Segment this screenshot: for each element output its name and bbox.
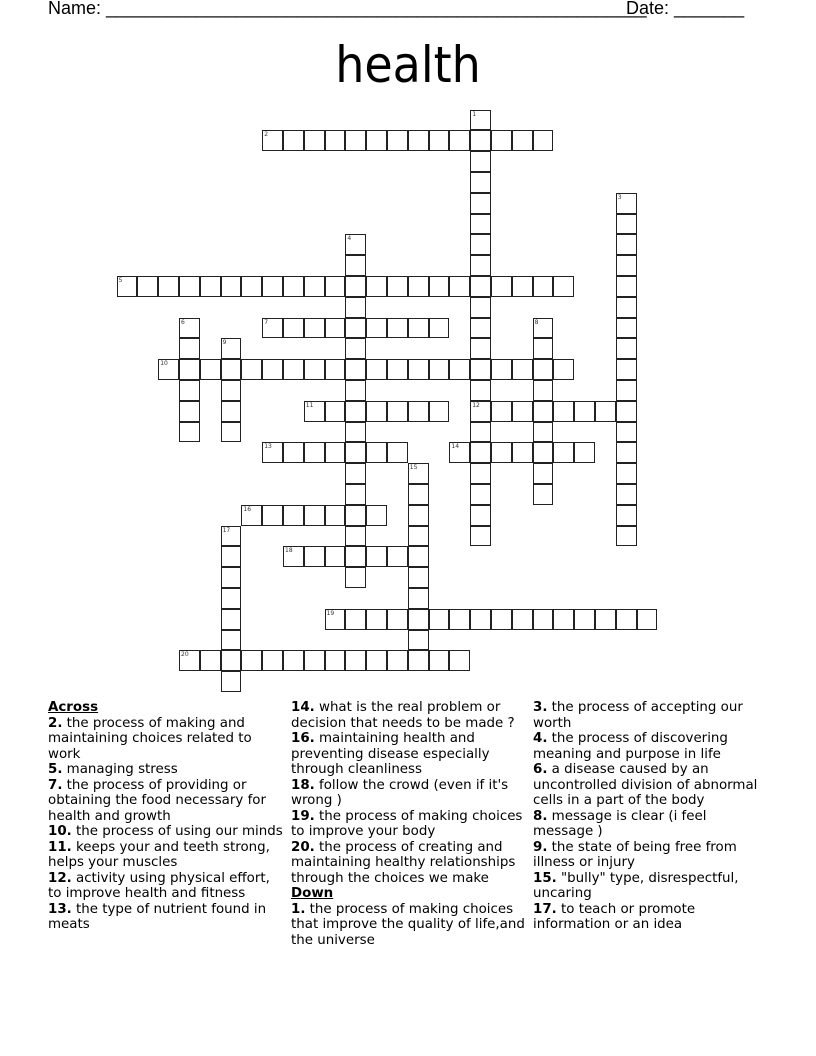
grid-cell[interactable] [449, 609, 470, 630]
grid-cell[interactable] [553, 609, 574, 630]
clue-across-2 [48, 716, 283, 763]
grid-cell[interactable] [345, 276, 366, 297]
down-heading: Down [291, 886, 334, 901]
grid-cell[interactable] [241, 276, 262, 297]
grid-cell[interactable] [491, 130, 512, 151]
grid-cell[interactable] [470, 255, 491, 276]
grid-cell[interactable] [325, 401, 346, 422]
clue-number-label: 3 [617, 193, 622, 201]
grid-cell[interactable] [491, 442, 512, 463]
clue-across-7 [48, 778, 283, 825]
clue-text: what is the real problem or decision that needs to be made ? [291, 700, 515, 731]
clue-text: the process of making and maintaining choices related to work [48, 715, 252, 762]
clue-number-label: 15 [409, 464, 418, 472]
grid-cell[interactable] [325, 442, 346, 463]
grid-cell[interactable] [262, 130, 283, 151]
clue-number-label: 11 [305, 401, 314, 409]
grid-cell[interactable] [325, 318, 346, 339]
grid-cell[interactable] [179, 422, 200, 443]
grid-cell[interactable] [512, 130, 533, 151]
grid-cell[interactable] [179, 401, 200, 422]
grid-cell[interactable] [283, 650, 304, 671]
clue-text: the process of creating and maintaining healthy relationships through the choices we make [291, 839, 516, 886]
grid-cell[interactable] [325, 609, 346, 630]
grid-cell[interactable] [221, 338, 242, 359]
grid-cell[interactable] [470, 526, 491, 547]
clue-text: the type of nutrient found in meats [48, 901, 267, 932]
grid-cell[interactable] [221, 630, 242, 651]
grid-cell[interactable] [408, 276, 429, 297]
grid-cell[interactable] [429, 276, 450, 297]
clue-number-label: 5 [118, 277, 123, 284]
grid-cell[interactable] [470, 193, 491, 214]
clue-across-19 [291, 809, 531, 840]
grid-cell[interactable] [262, 276, 283, 297]
grid-cell[interactable] [221, 422, 242, 443]
grid-cell[interactable] [616, 193, 637, 214]
clue-number-label: 6 [181, 318, 185, 326]
grid-cell[interactable] [366, 505, 387, 526]
grid-cell[interactable] [387, 650, 408, 671]
grid-cell[interactable] [366, 130, 387, 151]
grid-cell[interactable] [616, 297, 637, 318]
clue-number-label: 14 [451, 443, 460, 451]
clue-text: the process of accepting our worth [533, 700, 743, 731]
grid-cell[interactable] [283, 505, 304, 526]
grid-cell[interactable] [221, 380, 242, 401]
grid-cell[interactable] [179, 338, 200, 359]
clue-number: 18. [291, 777, 315, 793]
clue-number-label: 7 [264, 318, 269, 326]
grid-cell[interactable] [616, 359, 637, 380]
grid-cell[interactable] [491, 276, 512, 297]
clue-text: the process of using our minds [71, 824, 283, 839]
grid-cell[interactable] [470, 380, 491, 401]
grid-cell[interactable] [262, 650, 283, 671]
grid-cell[interactable] [533, 130, 554, 151]
grid-cell[interactable] [533, 338, 554, 359]
grid-cell[interactable] [408, 401, 429, 422]
clue-text: the process of making choices to improve your body [291, 808, 523, 839]
grid-cell[interactable] [325, 505, 346, 526]
grid-cell[interactable] [616, 526, 637, 547]
grid-cell[interactable] [325, 359, 346, 380]
grid-cell[interactable] [304, 442, 325, 463]
grid-cell[interactable] [595, 609, 616, 630]
grid-cell[interactable] [345, 297, 366, 318]
grid-cell[interactable] [200, 359, 221, 380]
clue-number: 8. [533, 808, 548, 824]
clue-number: 1. [291, 901, 306, 917]
clue-number: 14. [291, 700, 315, 715]
grid-cell[interactable] [470, 422, 491, 443]
clue-across-20 [291, 840, 531, 887]
grid-cell[interactable] [616, 484, 637, 505]
grid-cell[interactable] [408, 526, 429, 547]
grid-cell[interactable] [616, 505, 637, 526]
grid-cell[interactable] [304, 130, 325, 151]
grid-cell[interactable] [366, 546, 387, 567]
grid-cell[interactable] [574, 609, 595, 630]
grid-cell[interactable] [345, 463, 366, 484]
grid-cell[interactable] [283, 130, 304, 151]
clue-across-10 [48, 824, 283, 840]
clue-down-3 [533, 700, 768, 731]
clue-number: 12. [48, 870, 72, 886]
grid-cell[interactable] [512, 442, 533, 463]
grid-cell[interactable] [470, 318, 491, 339]
clue-number: 3. [533, 700, 548, 715]
grid-cell[interactable] [533, 318, 554, 339]
grid-cell[interactable] [470, 234, 491, 255]
grid-cell[interactable] [221, 609, 242, 630]
grid-cell[interactable] [553, 276, 574, 297]
grid-cell[interactable] [429, 650, 450, 671]
grid-cell[interactable] [408, 567, 429, 588]
clue-number-label: 16 [243, 505, 252, 513]
grid-cell[interactable] [616, 214, 637, 235]
clue-number: 7. [48, 777, 63, 793]
grid-cell[interactable] [387, 442, 408, 463]
grid-cell[interactable] [387, 401, 408, 422]
clue-across-12 [48, 871, 283, 902]
grid-cell[interactable] [221, 671, 242, 692]
date-field-label[interactable]: Date: _______ [626, 0, 745, 18]
grid-cell[interactable] [533, 484, 554, 505]
grid-cell[interactable] [616, 609, 637, 630]
grid-cell[interactable] [616, 318, 637, 339]
grid-cell[interactable] [553, 442, 574, 463]
grid-cell[interactable] [179, 380, 200, 401]
clue-text: activity using physical effort, to improve health and fitness [48, 870, 270, 901]
grid-cell[interactable] [408, 546, 429, 567]
grid-cell[interactable] [158, 359, 179, 380]
grid-cell[interactable] [366, 359, 387, 380]
grid-cell[interactable] [221, 359, 242, 380]
grid-cell[interactable] [408, 359, 429, 380]
grid-cell[interactable] [387, 130, 408, 151]
grid-cell[interactable] [325, 650, 346, 671]
grid-cell[interactable] [616, 276, 637, 297]
grid-cell[interactable] [408, 318, 429, 339]
grid-cell[interactable] [283, 546, 304, 567]
grid-cell[interactable] [429, 359, 450, 380]
grid-cell[interactable] [449, 359, 470, 380]
grid-cell[interactable] [470, 338, 491, 359]
grid-cell[interactable] [345, 526, 366, 547]
grid-cell[interactable] [512, 609, 533, 630]
grid-cell[interactable] [345, 401, 366, 422]
grid-cell[interactable] [616, 422, 637, 443]
clue-number-label: 19 [326, 609, 335, 617]
grid-cell[interactable] [304, 401, 325, 422]
grid-cell[interactable] [241, 650, 262, 671]
grid-cell[interactable] [470, 130, 491, 151]
grid-cell[interactable] [408, 588, 429, 609]
grid-cell[interactable] [470, 110, 491, 131]
grid-cell[interactable] [366, 442, 387, 463]
grid-cell[interactable] [345, 338, 366, 359]
grid-cell[interactable] [387, 276, 408, 297]
grid-cell[interactable] [345, 234, 366, 255]
grid-cell[interactable] [345, 505, 366, 526]
grid-cell[interactable] [574, 401, 595, 422]
grid-cell[interactable] [595, 401, 616, 422]
clue-number: 19. [291, 808, 315, 824]
grid-cell[interactable] [533, 401, 554, 422]
clue-number: 15. [533, 870, 557, 886]
grid-cell[interactable] [366, 318, 387, 339]
grid-cell[interactable] [387, 609, 408, 630]
clue-number-label: 9 [222, 339, 227, 347]
grid-cell[interactable] [470, 276, 491, 297]
grid-cell[interactable] [429, 401, 450, 422]
grid-cell[interactable] [470, 484, 491, 505]
grid-cell[interactable] [221, 526, 242, 547]
clue-text: a disease caused by an uncontrolled division of abnormal cells in a part of the body [533, 762, 758, 808]
grid-cell[interactable] [533, 442, 554, 463]
clue-number-label: 18 [285, 547, 293, 555]
grid-cell[interactable] [241, 505, 262, 526]
clue-number: 17. [533, 901, 557, 917]
grid-cell[interactable] [533, 422, 554, 443]
grid-cell[interactable] [221, 650, 242, 671]
grid-cell[interactable] [429, 130, 450, 151]
clue-number: 2. [48, 715, 63, 731]
grid-cell[interactable] [345, 422, 366, 443]
grid-cell[interactable] [366, 276, 387, 297]
grid-cell[interactable] [408, 609, 429, 630]
grid-cell[interactable] [408, 630, 429, 651]
grid-cell[interactable] [512, 276, 533, 297]
grid-cell[interactable] [637, 609, 658, 630]
grid-cell[interactable] [533, 276, 554, 297]
clue-number: 11. [48, 839, 72, 855]
grid-cell[interactable] [533, 359, 554, 380]
grid-cell[interactable] [449, 650, 470, 671]
clue-text: message is clear (i feel message ) [533, 808, 707, 839]
grid-cell[interactable] [304, 359, 325, 380]
grid-cell[interactable] [117, 276, 138, 297]
grid-cell[interactable] [616, 463, 637, 484]
grid-cell[interactable] [533, 463, 554, 484]
clue-text: the process of discovering meaning and purpose in life [533, 731, 728, 762]
grid-cell[interactable] [304, 505, 325, 526]
grid-cell[interactable] [470, 297, 491, 318]
grid-cell[interactable] [345, 130, 366, 151]
clue-down-1 [291, 902, 531, 949]
grid-cell[interactable] [221, 567, 242, 588]
clue-number: 9. [533, 839, 548, 855]
grid-cell[interactable] [262, 442, 283, 463]
grid-cell[interactable] [179, 359, 200, 380]
clue-number-label: 10 [160, 360, 168, 368]
clue-text: the state of being free from illness or injury [533, 839, 737, 870]
grid-cell[interactable] [470, 172, 491, 193]
grid-cell[interactable] [470, 359, 491, 380]
clue-number-label: 20 [181, 651, 189, 659]
grid-cell[interactable] [345, 650, 366, 671]
grid-cell[interactable] [158, 276, 179, 297]
clue-across-18 [291, 778, 531, 809]
grid-cell[interactable] [200, 650, 221, 671]
grid-cell[interactable] [221, 546, 242, 567]
grid-cell[interactable] [449, 442, 470, 463]
clue-across-16 [291, 731, 531, 778]
grid-cell[interactable] [533, 380, 554, 401]
grid-cell[interactable] [179, 276, 200, 297]
grid-cell[interactable] [387, 546, 408, 567]
name-field-label[interactable]: Name: ______________________________________________________ [48, 0, 647, 18]
clue-down-8 [533, 809, 768, 840]
grid-cell[interactable] [345, 255, 366, 276]
grid-cell[interactable] [512, 359, 533, 380]
grid-cell[interactable] [616, 380, 637, 401]
grid-cell[interactable] [262, 318, 283, 339]
grid-cell[interactable] [491, 401, 512, 422]
grid-cell[interactable] [200, 276, 221, 297]
grid-cell[interactable] [616, 442, 637, 463]
grid-cell[interactable] [387, 318, 408, 339]
grid-cell[interactable] [325, 546, 346, 567]
clue-number-label: 13 [264, 443, 272, 451]
clue-text: the process of making choices that improve the quality of life,and the universe [291, 901, 525, 948]
grid-cell[interactable] [429, 609, 450, 630]
clue-text: follow the crowd (even if it's wrong ) [291, 777, 509, 808]
clue-number: 10. [48, 824, 72, 839]
grid-cell[interactable] [283, 276, 304, 297]
grid-cell[interactable] [429, 318, 450, 339]
grid-cell[interactable] [221, 401, 242, 422]
grid-cell[interactable] [616, 338, 637, 359]
grid-cell[interactable] [491, 359, 512, 380]
clue-across-11 [48, 840, 283, 871]
clue-number-label: 17 [222, 526, 231, 534]
grid-cell[interactable] [449, 130, 470, 151]
grid-cell[interactable] [221, 276, 242, 297]
grid-cell[interactable] [387, 359, 408, 380]
grid-cell[interactable] [470, 401, 491, 422]
grid-cell[interactable] [470, 151, 491, 172]
grid-cell[interactable] [533, 609, 554, 630]
grid-cell[interactable] [470, 463, 491, 484]
grid-cell[interactable] [408, 505, 429, 526]
clues-column-2 [291, 700, 531, 948]
grid-cell[interactable] [304, 650, 325, 671]
clue-text: maintaining health and preventing disease especially through cleanliness [291, 731, 490, 777]
grid-cell[interactable] [553, 401, 574, 422]
grid-cell[interactable] [304, 318, 325, 339]
clue-number-label: 4 [347, 235, 352, 243]
grid-cell[interactable] [304, 546, 325, 567]
grid-cell[interactable] [470, 609, 491, 630]
clue-text: "bully" type, disrespectful, uncaring [533, 870, 739, 901]
clue-down-6 [533, 762, 768, 809]
clue-across-13 [48, 902, 283, 933]
clue-text: the process of providing or obtaining the food necessary for health and growth [48, 777, 266, 824]
grid-cell[interactable] [345, 567, 366, 588]
grid-cell[interactable] [179, 650, 200, 671]
clue-number-label: 8 [534, 318, 539, 326]
clue-across-14 [291, 700, 531, 731]
grid-cell[interactable] [408, 463, 429, 484]
clue-number-label: 1 [472, 110, 477, 118]
grid-cell[interactable] [325, 276, 346, 297]
grid-cell[interactable] [408, 650, 429, 671]
grid-cell[interactable] [574, 442, 595, 463]
grid-cell[interactable] [345, 546, 366, 567]
page-title: health [335, 36, 481, 94]
grid-cell[interactable] [616, 255, 637, 276]
clue-text: keeps your and teeth strong, helps your muscles [48, 839, 270, 870]
grid-cell[interactable] [283, 442, 304, 463]
clues-column-1 [48, 700, 283, 933]
grid-cell[interactable] [512, 401, 533, 422]
clue-down-15 [533, 871, 768, 902]
grid-cell[interactable] [408, 484, 429, 505]
clue-number-label: 2 [264, 131, 269, 139]
grid-cell[interactable] [553, 359, 574, 380]
grid-cell[interactable] [408, 130, 429, 151]
clue-down-4 [533, 731, 768, 762]
clue-number: 6. [533, 762, 548, 777]
grid-cell[interactable] [491, 609, 512, 630]
grid-cell[interactable] [366, 650, 387, 671]
grid-cell[interactable] [449, 276, 470, 297]
clue-across-5 [48, 762, 283, 778]
grid-cell[interactable] [470, 214, 491, 235]
grid-cell[interactable] [345, 609, 366, 630]
clue-down-9 [533, 840, 768, 871]
grid-cell[interactable] [179, 318, 200, 339]
grid-cell[interactable] [137, 276, 158, 297]
grid-cell[interactable] [366, 609, 387, 630]
clue-text: to teach or promote information or an idea [533, 901, 696, 932]
grid-cell[interactable] [262, 359, 283, 380]
grid-cell[interactable] [345, 318, 366, 339]
across-heading: Across [48, 700, 99, 715]
grid-cell[interactable] [616, 234, 637, 255]
clue-number: 5. [48, 762, 63, 777]
grid-cell[interactable] [366, 401, 387, 422]
grid-cell[interactable] [345, 359, 366, 380]
grid-cell[interactable] [345, 484, 366, 505]
clue-number-label: 12 [472, 401, 480, 409]
grid-cell[interactable] [325, 130, 346, 151]
grid-cell[interactable] [304, 276, 325, 297]
grid-cell[interactable] [283, 318, 304, 339]
grid-cell[interactable] [470, 442, 491, 463]
clues-column-3 [533, 700, 768, 933]
grid-cell[interactable] [345, 442, 366, 463]
grid-cell[interactable] [470, 505, 491, 526]
grid-cell[interactable] [221, 588, 242, 609]
clue-number: 13. [48, 901, 72, 917]
grid-cell[interactable] [262, 505, 283, 526]
clue-down-17 [533, 902, 768, 933]
grid-cell[interactable] [241, 359, 262, 380]
grid-cell[interactable] [283, 359, 304, 380]
grid-cell[interactable] [616, 401, 637, 422]
clue-number: 4. [533, 731, 548, 746]
clue-number: 16. [291, 731, 315, 746]
clue-number: 20. [291, 839, 315, 855]
grid-cell[interactable] [345, 380, 366, 401]
clue-text: managing stress [62, 762, 178, 777]
